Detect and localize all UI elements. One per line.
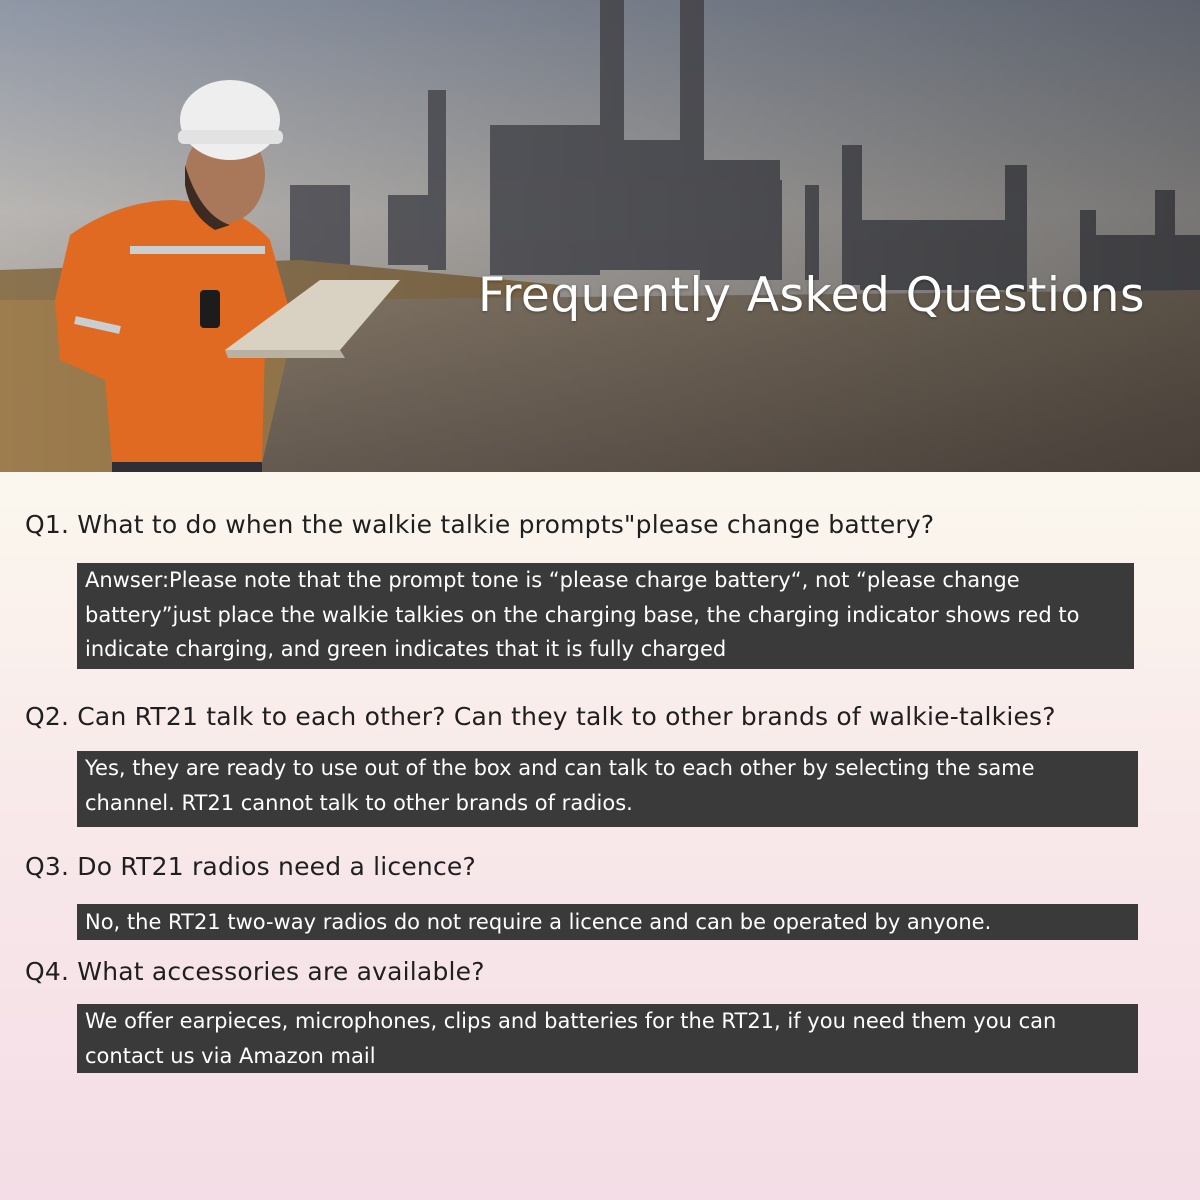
faq-question-3: Q3. Do RT21 radios need a licence? xyxy=(25,852,476,881)
faq-question-1: Q1. What to do when the walkie talkie prompts"please change battery? xyxy=(25,510,935,539)
faq-answer-2: Yes, they are ready to use out of the box and can talk to each other by selecting the same channel. RT21 cannot talk to other brands of radios. xyxy=(77,751,1138,827)
industrial-site-photo xyxy=(0,0,1200,472)
faq-answer-1: Anwser:Please note that the prompt tone is “please charge battery“, not “please change battery”just place the walkie talkies on the charging base, the charging indicator shows red to indicate charging, and green indicates that it is fully charged xyxy=(77,563,1134,669)
faq-question-2: Q2. Can RT21 talk to each other? Can they talk to other brands of walkie-talkies? xyxy=(25,702,1056,731)
faq-question-4: Q4. What accessories are available? xyxy=(25,957,485,986)
faq-answer-4: We offer earpieces, microphones, clips and batteries for the RT21, if you need them you can contact us via Amazon mail xyxy=(77,1004,1138,1073)
faq-answer-3: No, the RT21 two-way radios do not require a licence and can be operated by anyone. xyxy=(77,904,1138,940)
hero-banner xyxy=(0,0,1200,472)
page-title: Frequently Asked Questions xyxy=(478,268,1145,323)
